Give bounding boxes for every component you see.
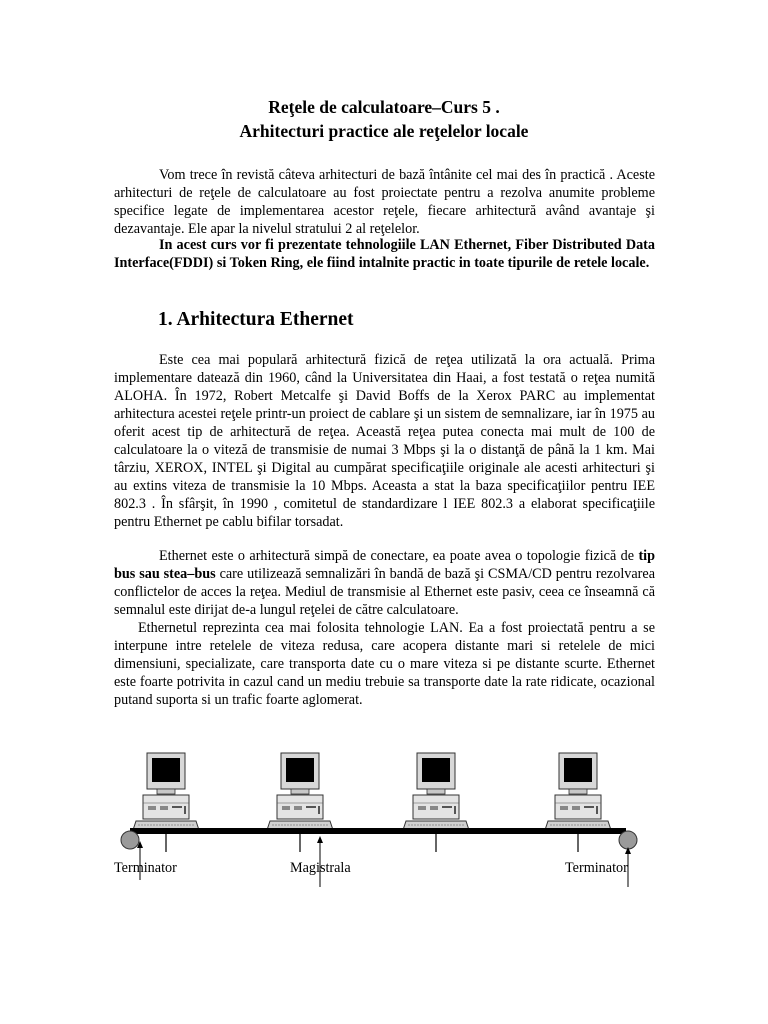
- ethernet-topology-paragraph: [114, 547, 655, 619]
- bus-backbone: [130, 828, 626, 834]
- topology-text-start: Ethernet este o arhitectură simpă de conectare, ea poate avea o topologie fizică de: [159, 548, 639, 564]
- label-bus: Magistrala: [290, 860, 351, 876]
- intro-text: Vom trece în revistă câteva arhitecturi de bază întânite cel mai des în practică . Aceste arhitecturi de reţele de calculatoare au fost proiectate pentru a rezolva anumite probleme specifice legate de implementarea acestor reţele, fiecare arhitectură având avantaje şi dezavantaje. Ele apar la nivelul stratului 2 al reţelelor.: [114, 167, 655, 237]
- topology-text-end: care utilizează semnalizări în bandă de bază şi CSMA/CD pentru rezolvarea conflictelor de acces la reţea. Mediul de transmisie al Ethernet este pasiv, ceea ce înseamnă că semnalul este dirijat de-a lungul reţelei de către calculatoare.: [114, 566, 655, 618]
- label-terminator-right: Terminator: [565, 860, 628, 876]
- terminator-left: [121, 831, 139, 849]
- intro-paragraph: [114, 166, 655, 238]
- section-heading: [158, 308, 354, 332]
- section-title: Arhitectura Ethernet: [176, 309, 354, 330]
- ethernet-lan-paragraph: [114, 619, 655, 709]
- document-title-line2: Arhitecturi practice ale reţelelor locale: [239, 121, 529, 141]
- intro-bold-paragraph: [114, 236, 655, 272]
- label-terminator-left: Terminator: [114, 860, 177, 876]
- computer-4: [544, 753, 612, 833]
- intro-bold-text: In acest curs vor fi prezentate tehnologiile LAN Ethernet, Fiber Distributed Data Interface(FDDI) si Token Ring, ele fiind intalnite practic in toate tipurile de retele locale.: [114, 237, 655, 271]
- computer-2: [266, 753, 334, 833]
- bus-topology-diagram: [0, 745, 768, 905]
- terminator-right: [619, 831, 637, 849]
- ethernet-history-text: Este cea mai populară arhitectură fizică de reţea utilizată la ora actuală. Prima implementare datează din 1960, când la Universitatea din Haai, a fost testată o reţea numită ALOHA. În 1972, Robert Metcalfe şi David Boffs de la Xerox PARC au implementat arhitectura acestei reţele printr-un proiect de cablare şi un sistem de semnalizare, iar în 1975 au oferit acest tip de arhitectură de reţea. Această reţea putea conecta mai mult de 100 de calculatoare la o viteză de transmisie de numai 3 Mbps şi la o distanţă de până la 1 km. Mai târziu, XEROX, INTEL şi Digital au cumpărat specificaţiile originale ale acesti arhitecturi şi au extins viteza de transmisie la 10 Mbps. Aceasta a stat la baza specificaţiilor pentru IEE 802.3 . În sfârşit, în 1990 , comitetul de standardizare l IEE 802.3 a elaborat specificaţiile pentru Ethernet pe cablu bifilar torsadat.: [114, 352, 655, 530]
- ethernet-lan-text: Ethernetul reprezinta cea mai folosita tehnologie LAN. Ea a fost proiectată pentru a se interpune intre retelele de viteza redusa, care acopera distante mari si retelele de mici dimensiuni, specializate, care transporta date cu o mare viteza si pe distante scurte. Ethernet este foarte potrivita in cazul cand un mediu trebuie sa transporte date la rate ridicate, ocazional putand suporta si un trafic foarte aglomerat.: [114, 620, 655, 708]
- ethernet-history-paragraph: [114, 351, 655, 531]
- topology-bold-text: tip bus sau stea–bus: [114, 548, 655, 582]
- document-title-line1: Reţele de calculatoare–Curs 5 .: [268, 97, 500, 117]
- section-number: 1.: [158, 309, 173, 330]
- computer-3: [402, 753, 470, 833]
- computer-1: [132, 753, 200, 833]
